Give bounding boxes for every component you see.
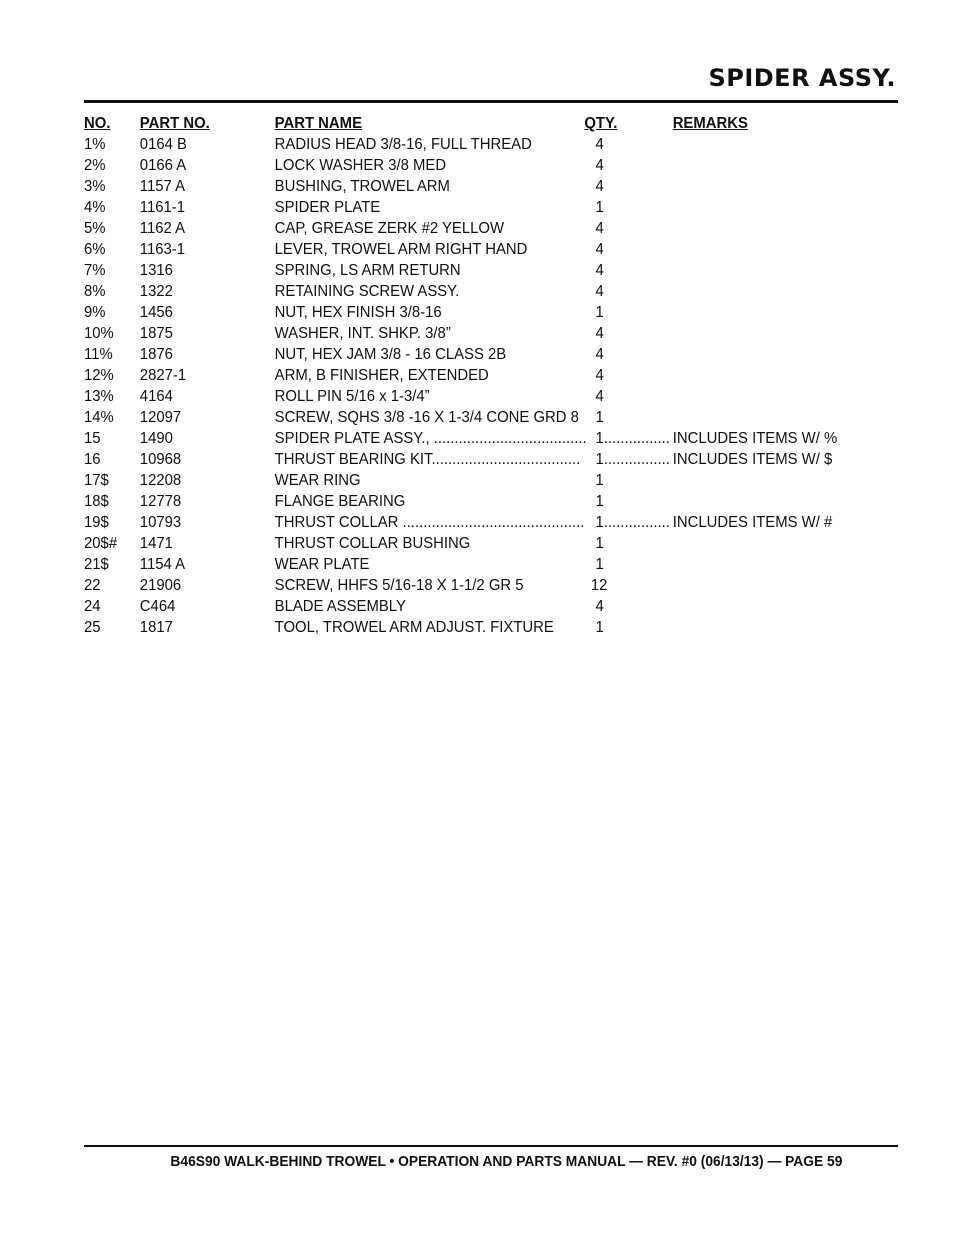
table-row [84,365,809,386]
cell-qty: 1................ [595,451,670,468]
table-row [84,323,809,344]
cell-qty: 1 [595,493,604,510]
table-row [84,428,838,449]
table-row [84,302,809,323]
table-row [84,617,809,638]
cell-no: 20$# [84,535,118,552]
cell-qty: 4 [595,178,604,195]
cell-part-name: NUT, HEX JAM 3/8 - 16 CLASS 2B [274,346,507,363]
table-row [84,218,809,239]
cell-part-no: 1154 A [139,556,186,573]
cell-no: 11% [84,346,113,363]
cell-no: 21$ [84,556,109,573]
cell-qty: 1 [595,556,604,573]
cell-no: 1% [84,136,106,153]
cell-no: 4% [84,199,106,216]
cell-no: 10% [84,325,114,342]
cell-no: 24 [84,598,101,615]
cell-part-name: TOOL, TROWEL ARM ADJUST. FIXTURE [274,619,554,636]
cell-part-no: 1162 A [139,220,186,237]
cell-no: 6% [84,241,106,258]
cell-qty: 1................ [595,514,670,531]
cell-no: 9% [84,304,106,321]
cell-part-name: SPIDER PLATE ASSY., ..................................... [274,430,587,447]
cell-qty: 1 [595,199,604,216]
cell-part-no: 1157 A [139,178,186,195]
cell-part-no: 1471 [139,535,173,552]
cell-no: 16 [84,451,101,468]
cell-part-name: WEAR RING [274,472,361,489]
cell-part-no: 2827-1 [139,367,187,384]
cell-part-name: CAP, GREASE ZERK #2 YELLOW [274,220,505,237]
parts-list-table [84,113,864,638]
cell-qty: 4 [595,241,604,258]
cell-part-name: FLANGE BEARING [274,493,406,510]
cell-remarks: INCLUDES ITEMS W/ # [672,514,833,531]
cell-no: 15 [84,430,101,447]
cell-no: 22 [84,577,101,594]
cell-qty: 1 [595,304,604,321]
cell-qty: 4 [595,346,604,363]
table-row [84,281,809,302]
cell-part-no: 1817 [139,619,173,636]
table-row [84,260,809,281]
cell-part-name: THRUST COLLAR ............................................ [274,514,585,531]
table-row [84,533,809,554]
cell-qty: 1 [595,409,604,426]
cell-qty: 4 [595,220,604,237]
cell-part-no: 1876 [139,346,173,363]
cell-part-name: BUSHING, TROWEL ARM [274,178,450,195]
table-row [84,155,809,176]
cell-part-no: 12778 [139,493,182,510]
table-row [84,134,809,155]
footer-divider [84,1145,898,1147]
cell-part-name: SCREW, SQHS 3/8 -16 X 1-3/4 CONE GRD 8 [274,409,579,426]
table-row [84,407,809,428]
cell-part-no: 1456 [139,304,173,321]
table-row [84,344,809,365]
table-row [84,449,833,470]
cell-part-no: 12097 [139,409,182,426]
cell-no: 12% [84,367,114,384]
cell-part-no: 21906 [139,577,182,594]
cell-part-no: 1316 [139,262,173,279]
cell-no: 18$ [84,493,109,510]
cell-remarks: INCLUDES ITEMS W/ $ [672,451,833,468]
cell-qty: 1 [595,472,604,489]
cell-qty: 4 [595,262,604,279]
cell-part-no: C464 [139,598,176,615]
page-title: SPIDER ASSY. [708,64,896,92]
cell-no: 7% [84,262,106,279]
cell-part-no: 1490 [139,430,173,447]
cell-part-no: 1163-1 [139,241,186,258]
table-row [84,386,809,407]
cell-remarks: INCLUDES ITEMS W/ % [672,430,838,447]
cell-no: 2% [84,157,106,174]
cell-part-no: 12208 [139,472,182,489]
cell-part-name: SCREW, HHFS 5/16-18 X 1-1/2 GR 5 [274,577,524,594]
cell-no: 17$ [84,472,109,489]
cell-part-no: 0164 B [139,136,187,153]
table-row [84,239,809,260]
header-part-name: PART NAME [274,115,362,132]
cell-part-name: WEAR PLATE [274,556,370,573]
cell-qty: 4 [595,283,604,300]
page-footer: B46S90 WALK-BEHIND TROWEL • OPERATION AND PARTS MANUAL — REV. #0 (06/13/13) — PAGE 59 [170,1153,842,1170]
cell-qty: 4 [595,325,604,342]
table-row [84,470,809,491]
cell-qty: 1 [595,619,604,636]
cell-part-name: SPIDER PLATE [274,199,381,216]
table-row [84,197,809,218]
cell-no: 13% [84,388,114,405]
cell-qty: 12 [590,577,608,594]
cell-part-name: BLADE ASSEMBLY [274,598,406,615]
cell-no: 5% [84,220,106,237]
cell-part-name: ROLL PIN 5/16 x 1-3/4” [274,388,430,405]
table-row [84,512,833,533]
cell-no: 3% [84,178,106,195]
table-row [84,491,809,512]
cell-qty: 1 [595,535,604,552]
cell-part-no: 1875 [139,325,173,342]
cell-qty: 4 [595,367,604,384]
cell-part-name: SPRING, LS ARM RETURN [274,262,461,279]
header-no: NO. [84,115,111,132]
cell-qty: 4 [595,388,604,405]
header-part-no: PART NO. [139,115,210,132]
cell-no: 8% [84,283,106,300]
cell-qty: 1................ [595,430,670,447]
table-row [84,575,809,596]
cell-part-no: 0166 A [139,157,187,174]
cell-part-no: 1322 [139,283,173,300]
table-header-row [84,113,809,134]
table-row [84,554,809,575]
cell-part-name: RETAINING SCREW ASSY. [274,283,460,300]
cell-part-name: THRUST COLLAR BUSHING [274,535,471,552]
cell-part-name: NUT, HEX FINISH 3/8-16 [274,304,442,321]
cell-part-name: LEVER, TROWEL ARM RIGHT HAND [274,241,528,258]
cell-no: 19$ [84,514,109,531]
cell-part-name: RADIUS HEAD 3/8-16, FULL THREAD [274,136,532,153]
title-divider [84,100,898,103]
cell-qty: 4 [595,598,604,615]
cell-part-name: ARM, B FINISHER, EXTENDED [274,367,489,384]
table-body [84,134,864,638]
cell-part-no: 4164 [139,388,173,405]
cell-qty: 4 [595,136,604,153]
cell-no: 14% [84,409,114,426]
cell-part-name: LOCK WASHER 3/8 MED [274,157,447,174]
cell-qty: 4 [595,157,604,174]
cell-no: 25 [84,619,101,636]
cell-part-name: THRUST BEARING KIT.................................... [274,451,581,468]
cell-part-no: 1161-1 [139,199,186,216]
header-remarks: REMARKS [672,115,748,132]
cell-part-name: WASHER, INT. SHKP. 3/8” [274,325,451,342]
cell-part-no: 10968 [139,451,182,468]
table-row [84,176,809,197]
table-row [84,596,809,617]
cell-part-no: 10793 [139,514,182,531]
header-qty: QTY. [584,115,618,132]
